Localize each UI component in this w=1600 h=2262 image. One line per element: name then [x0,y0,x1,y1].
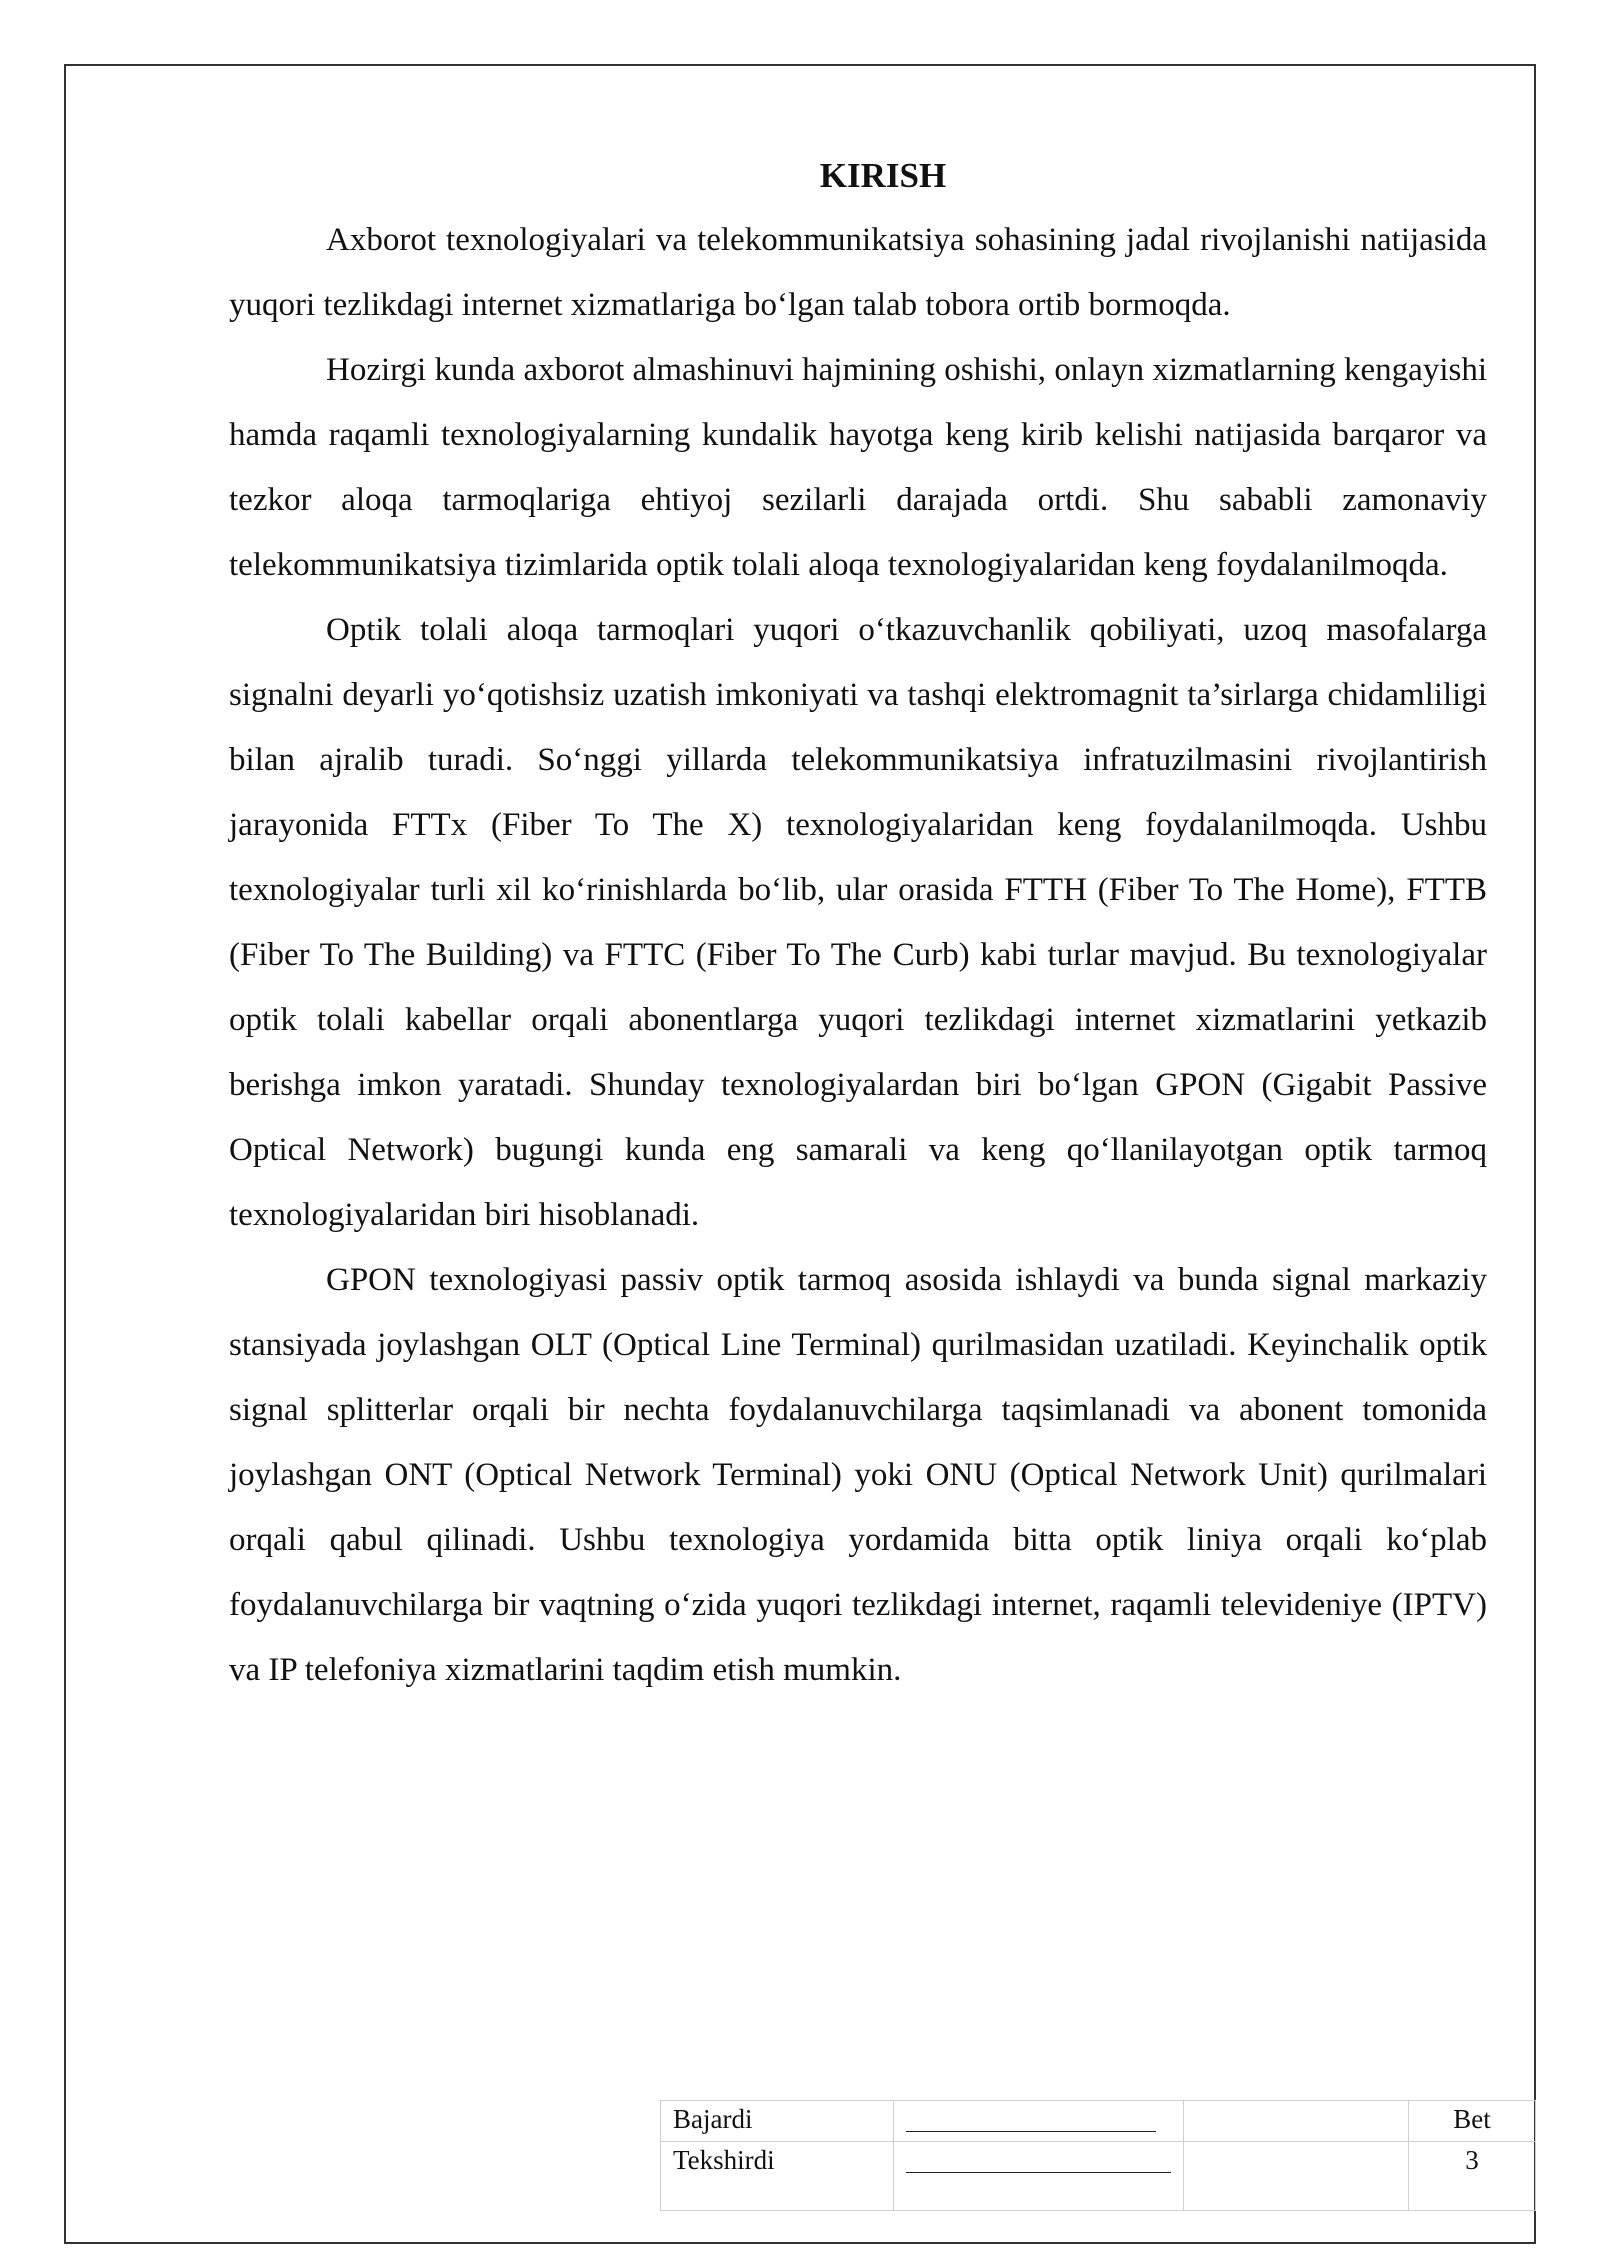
stamp-row-checked [661,2142,1536,2211]
checked-label: Tekshirdi [661,2142,894,2211]
paragraph-1: Axborot texnologiyalari va telekommunikatsiya sohasining jadal rivojlanishi natijasida yuqori tezlikdagi internet xizmatlariga bo‘lgan talab tobora ortib bormoqda. [229,222,1487,323]
paragraph-2: Hozirgi kunda axborot almashinuvi hajmining oshishi, onlayn xizmatlarning kengayishi hamda raqamli texnologiyalarning kundalik hayotga keng kirib kelishi natijasida barqaror va tezkor aloqa tarmoqlariga ehtiyoj sezilarli darajada ortdi. Shu sababli zamonaviy telekommunikatsiya tizimlarida optik tolali aloqa texnologiyalaridan keng foydalanilmoqda. [229,352,1487,583]
stamp-empty-cell-2 [1184,2142,1409,2211]
document-title: KIRISH [819,156,947,195]
document-body [229,148,1487,1703]
page-label: Bet [1409,2101,1536,2142]
stamp-empty-cell-1 [1184,2101,1409,2142]
title-block-stamp [660,2100,1536,2211]
page-number: 3 [1409,2142,1536,2211]
paragraph-4: GPON texnologiyasi passiv optik tarmoq asosida ishlaydi va bunda signal markaziy stansiyada joylashgan OLT (Optical Line Terminal) qurilmasidan uzatiladi. Keyinchalik optik signal splitterlar orqali bir nechta foydalanuvchilarga taqsimlanadi va abonent tomonida joylashgan ONT (Optical Network Terminal) yoki ONU (Optical Network Unit) qurilmalari orqali qabul qilinadi. Ushbu texnologiya yordamida bitta optik liniya orqali ko‘plab foydalanuvchilarga bir vaqtning o‘zida yuqori tezlikdagi internet, raqamli televideniye (IPTV) va IP telefoniya xizmatlarini taqdim etish mumkin. [229,1262,1487,1688]
checked-signature-line [906,2142,1171,2173]
checked-signature-cell [894,2142,1184,2211]
performed-label: Bajardi [661,2101,894,2142]
performed-signature-line [906,2101,1156,2132]
performed-signature-cell [894,2101,1184,2142]
stamp-row-performed [661,2101,1536,2142]
paragraph-3: Optik tolali aloqa tarmoqlari yuqori o‘tkazuvchanlik qobiliyati, uzoq masofalarga signalni deyarli yo‘qotishsiz uzatish imkoniyati va tashqi elektromagnit ta’sirlarga chidamliligi bilan ajralib turadi. So‘nggi yillarda telekommunikatsiya infratuzilmasini rivojlantirish jarayonida FTTx (Fiber To The X) texnologiyalaridan keng foydalanilmoqda. Ushbu texnologiyalar turli xil ko‘rinishlarda bo‘lib, ular orasida FTTH (Fiber To The Home), FTTB (Fiber To The Building) va FTTC (Fiber To The Curb) kabi turlar mavjud. Bu texnologiyalar optik tolali kabellar orqali abonentlarga yuqori tezlikdagi internet xizmatlarini yetkazib berishga imkon yaratadi. Shunday texnologiyalardan biri bo‘lgan GPON (Gigabit Passive Optical Network) bugungi kunda eng samarali va keng qo‘llanilayotgan optik tarmoq texnologiyalaridan biri hisoblanadi. [229,612,1487,1233]
